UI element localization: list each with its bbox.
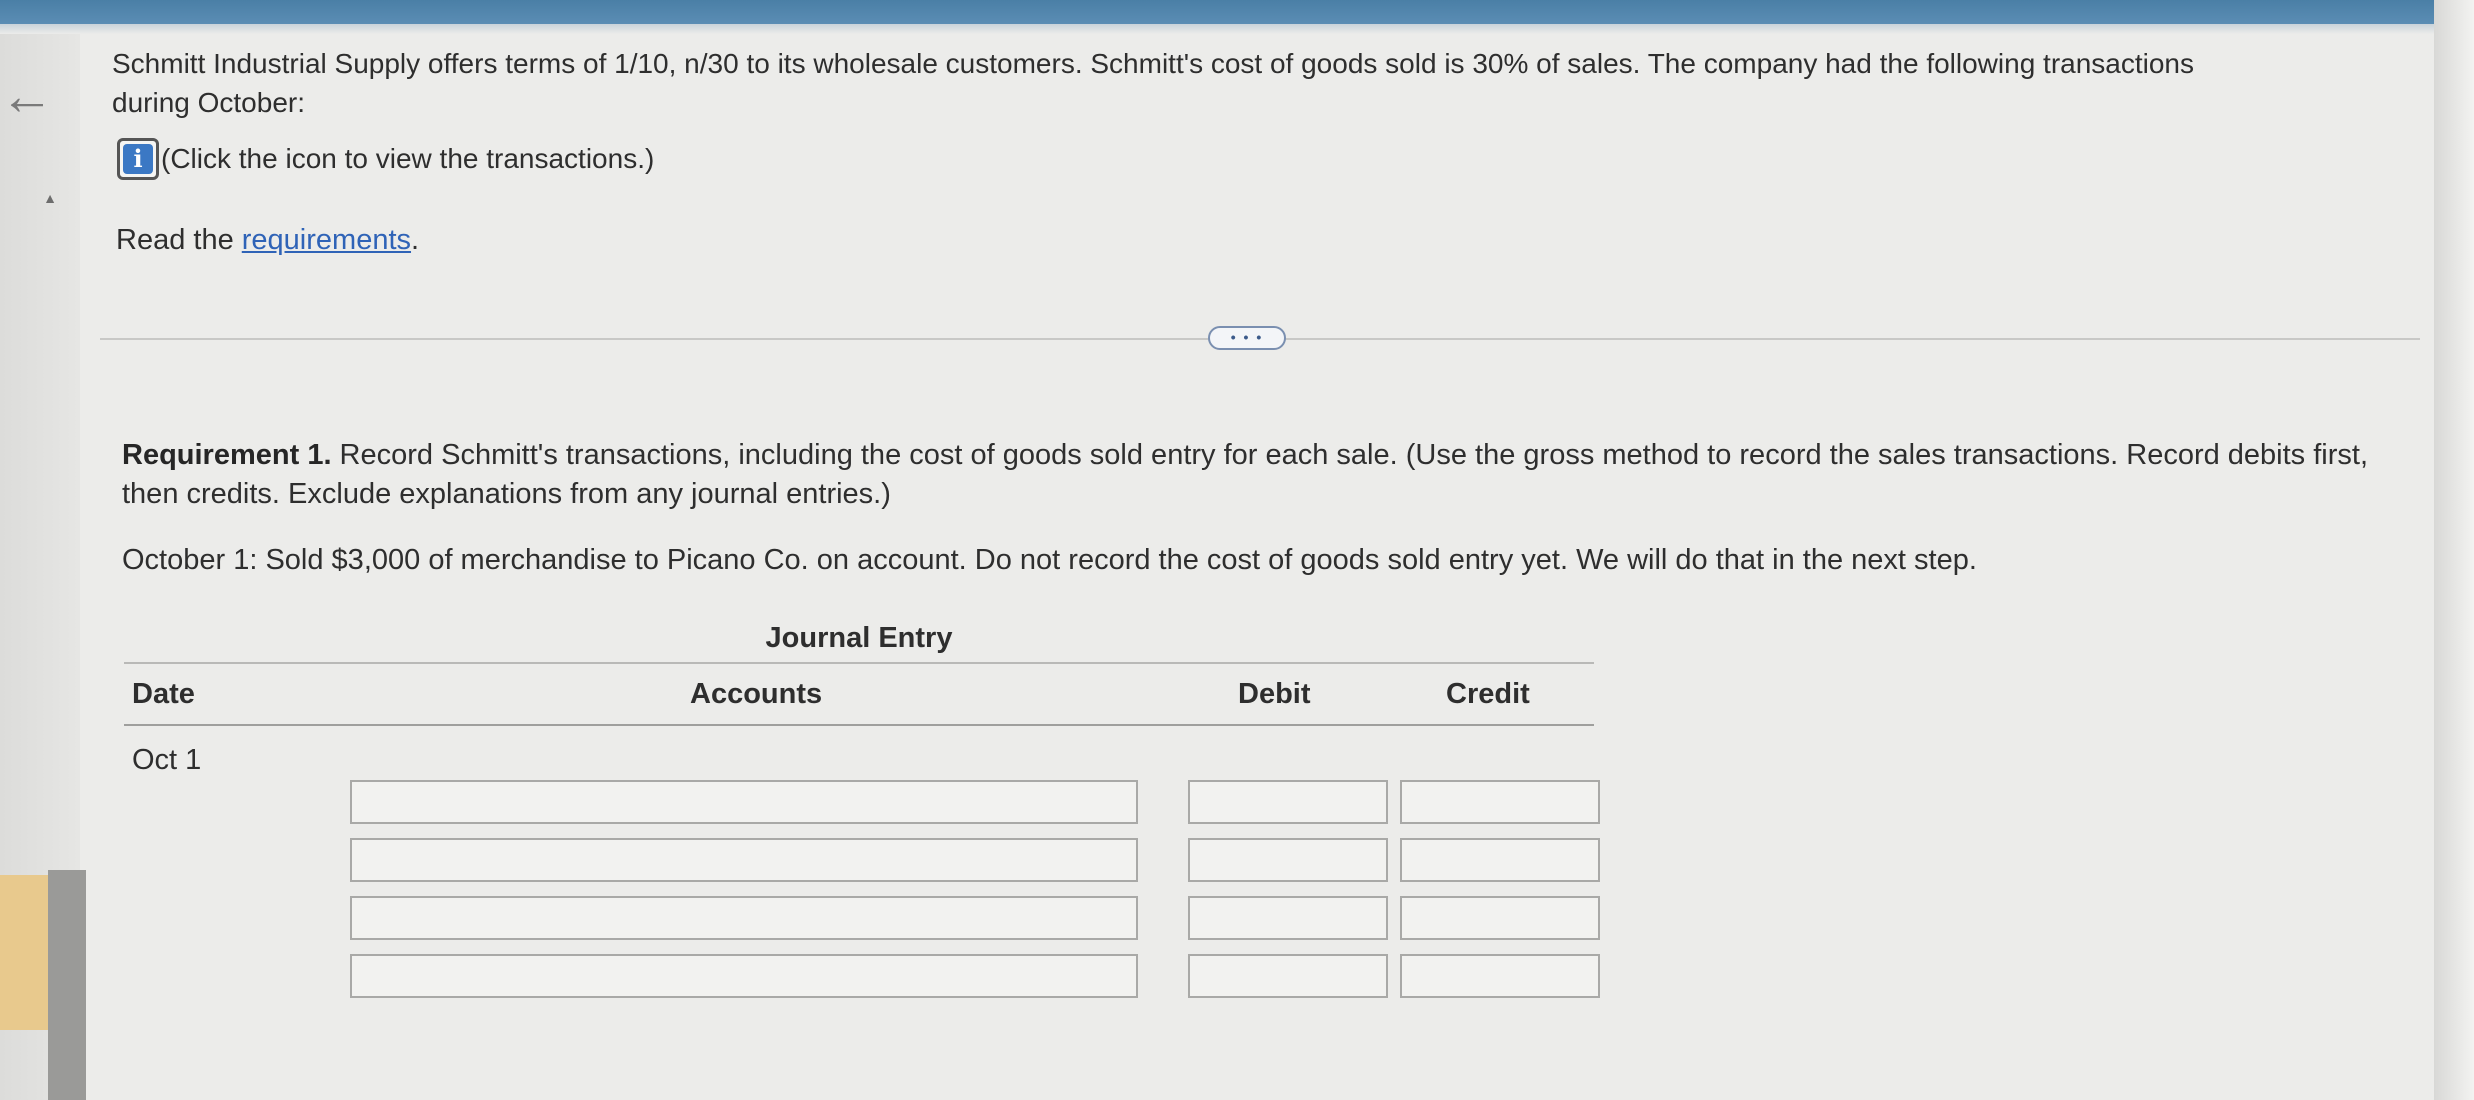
read-suffix: . bbox=[411, 224, 420, 256]
debit-input[interactable] bbox=[1188, 838, 1388, 882]
requirements-link[interactable]: requirements bbox=[241, 224, 412, 256]
account-input[interactable] bbox=[350, 954, 1138, 998]
credit-input[interactable] bbox=[1400, 954, 1600, 998]
transaction-note: October 1: Sold $3,000 of merchandise to Picano Co. on account. Do not record the cost of goods sold entry yet. We will do that in the next step. bbox=[122, 544, 1977, 576]
read-requirements bbox=[116, 224, 419, 257]
journal-title: Journal Entry bbox=[765, 622, 953, 654]
header-credit: Credit bbox=[1446, 678, 1530, 710]
question-intro: Schmitt Industrial Supply offers terms of 1/10, n/30 to its wholesale customers. Schmitt's cost of goods sold is 30% of sales. The company had the following transactions during October: bbox=[112, 48, 2195, 118]
credit-input[interactable] bbox=[1400, 896, 1600, 940]
info-glyph: i bbox=[123, 144, 153, 174]
top-bar bbox=[0, 0, 2474, 24]
debit-input[interactable] bbox=[1188, 896, 1388, 940]
right-edge bbox=[2434, 0, 2474, 1100]
entry-date: Oct 1 bbox=[132, 744, 202, 776]
debit-input[interactable] bbox=[1188, 954, 1388, 998]
more-button[interactable]: • • • bbox=[1208, 326, 1286, 350]
header-date: Date bbox=[132, 678, 195, 710]
account-input[interactable] bbox=[350, 780, 1138, 824]
collapse-arrow-icon[interactable]: ▲ bbox=[43, 190, 57, 206]
back-arrow-icon[interactable]: ← bbox=[0, 66, 54, 126]
requirement-body: Record Schmitt's transactions, including the cost of goods sold entry for each sale. (Use the gross method to record the sales transactions. Record debits first, then credits. Exclude explanations from any journal entries.) bbox=[122, 439, 2369, 510]
credit-input[interactable] bbox=[1400, 838, 1600, 882]
header-debit: Debit bbox=[1238, 678, 1311, 710]
requirement-text bbox=[122, 436, 2382, 514]
account-input[interactable] bbox=[350, 896, 1138, 940]
info-text: (Click the icon to view the transactions.) bbox=[161, 143, 655, 174]
journal-entry-table bbox=[124, 618, 1594, 1008]
top-bar-shadow bbox=[0, 24, 2474, 34]
read-prefix: Read the bbox=[116, 224, 242, 256]
debit-input[interactable] bbox=[1188, 780, 1388, 824]
account-input[interactable] bbox=[350, 838, 1138, 882]
info-row bbox=[117, 136, 654, 182]
journal-header-rule bbox=[124, 724, 1594, 726]
info-icon[interactable] bbox=[117, 138, 159, 180]
credit-input[interactable] bbox=[1400, 780, 1600, 824]
left-rail-accent bbox=[0, 875, 48, 1030]
header-accounts: Accounts bbox=[690, 678, 823, 710]
journal-title-rule bbox=[124, 662, 1594, 664]
left-rail-scroll-shade bbox=[48, 870, 86, 1100]
requirement-label: Requirement 1. bbox=[122, 439, 332, 471]
